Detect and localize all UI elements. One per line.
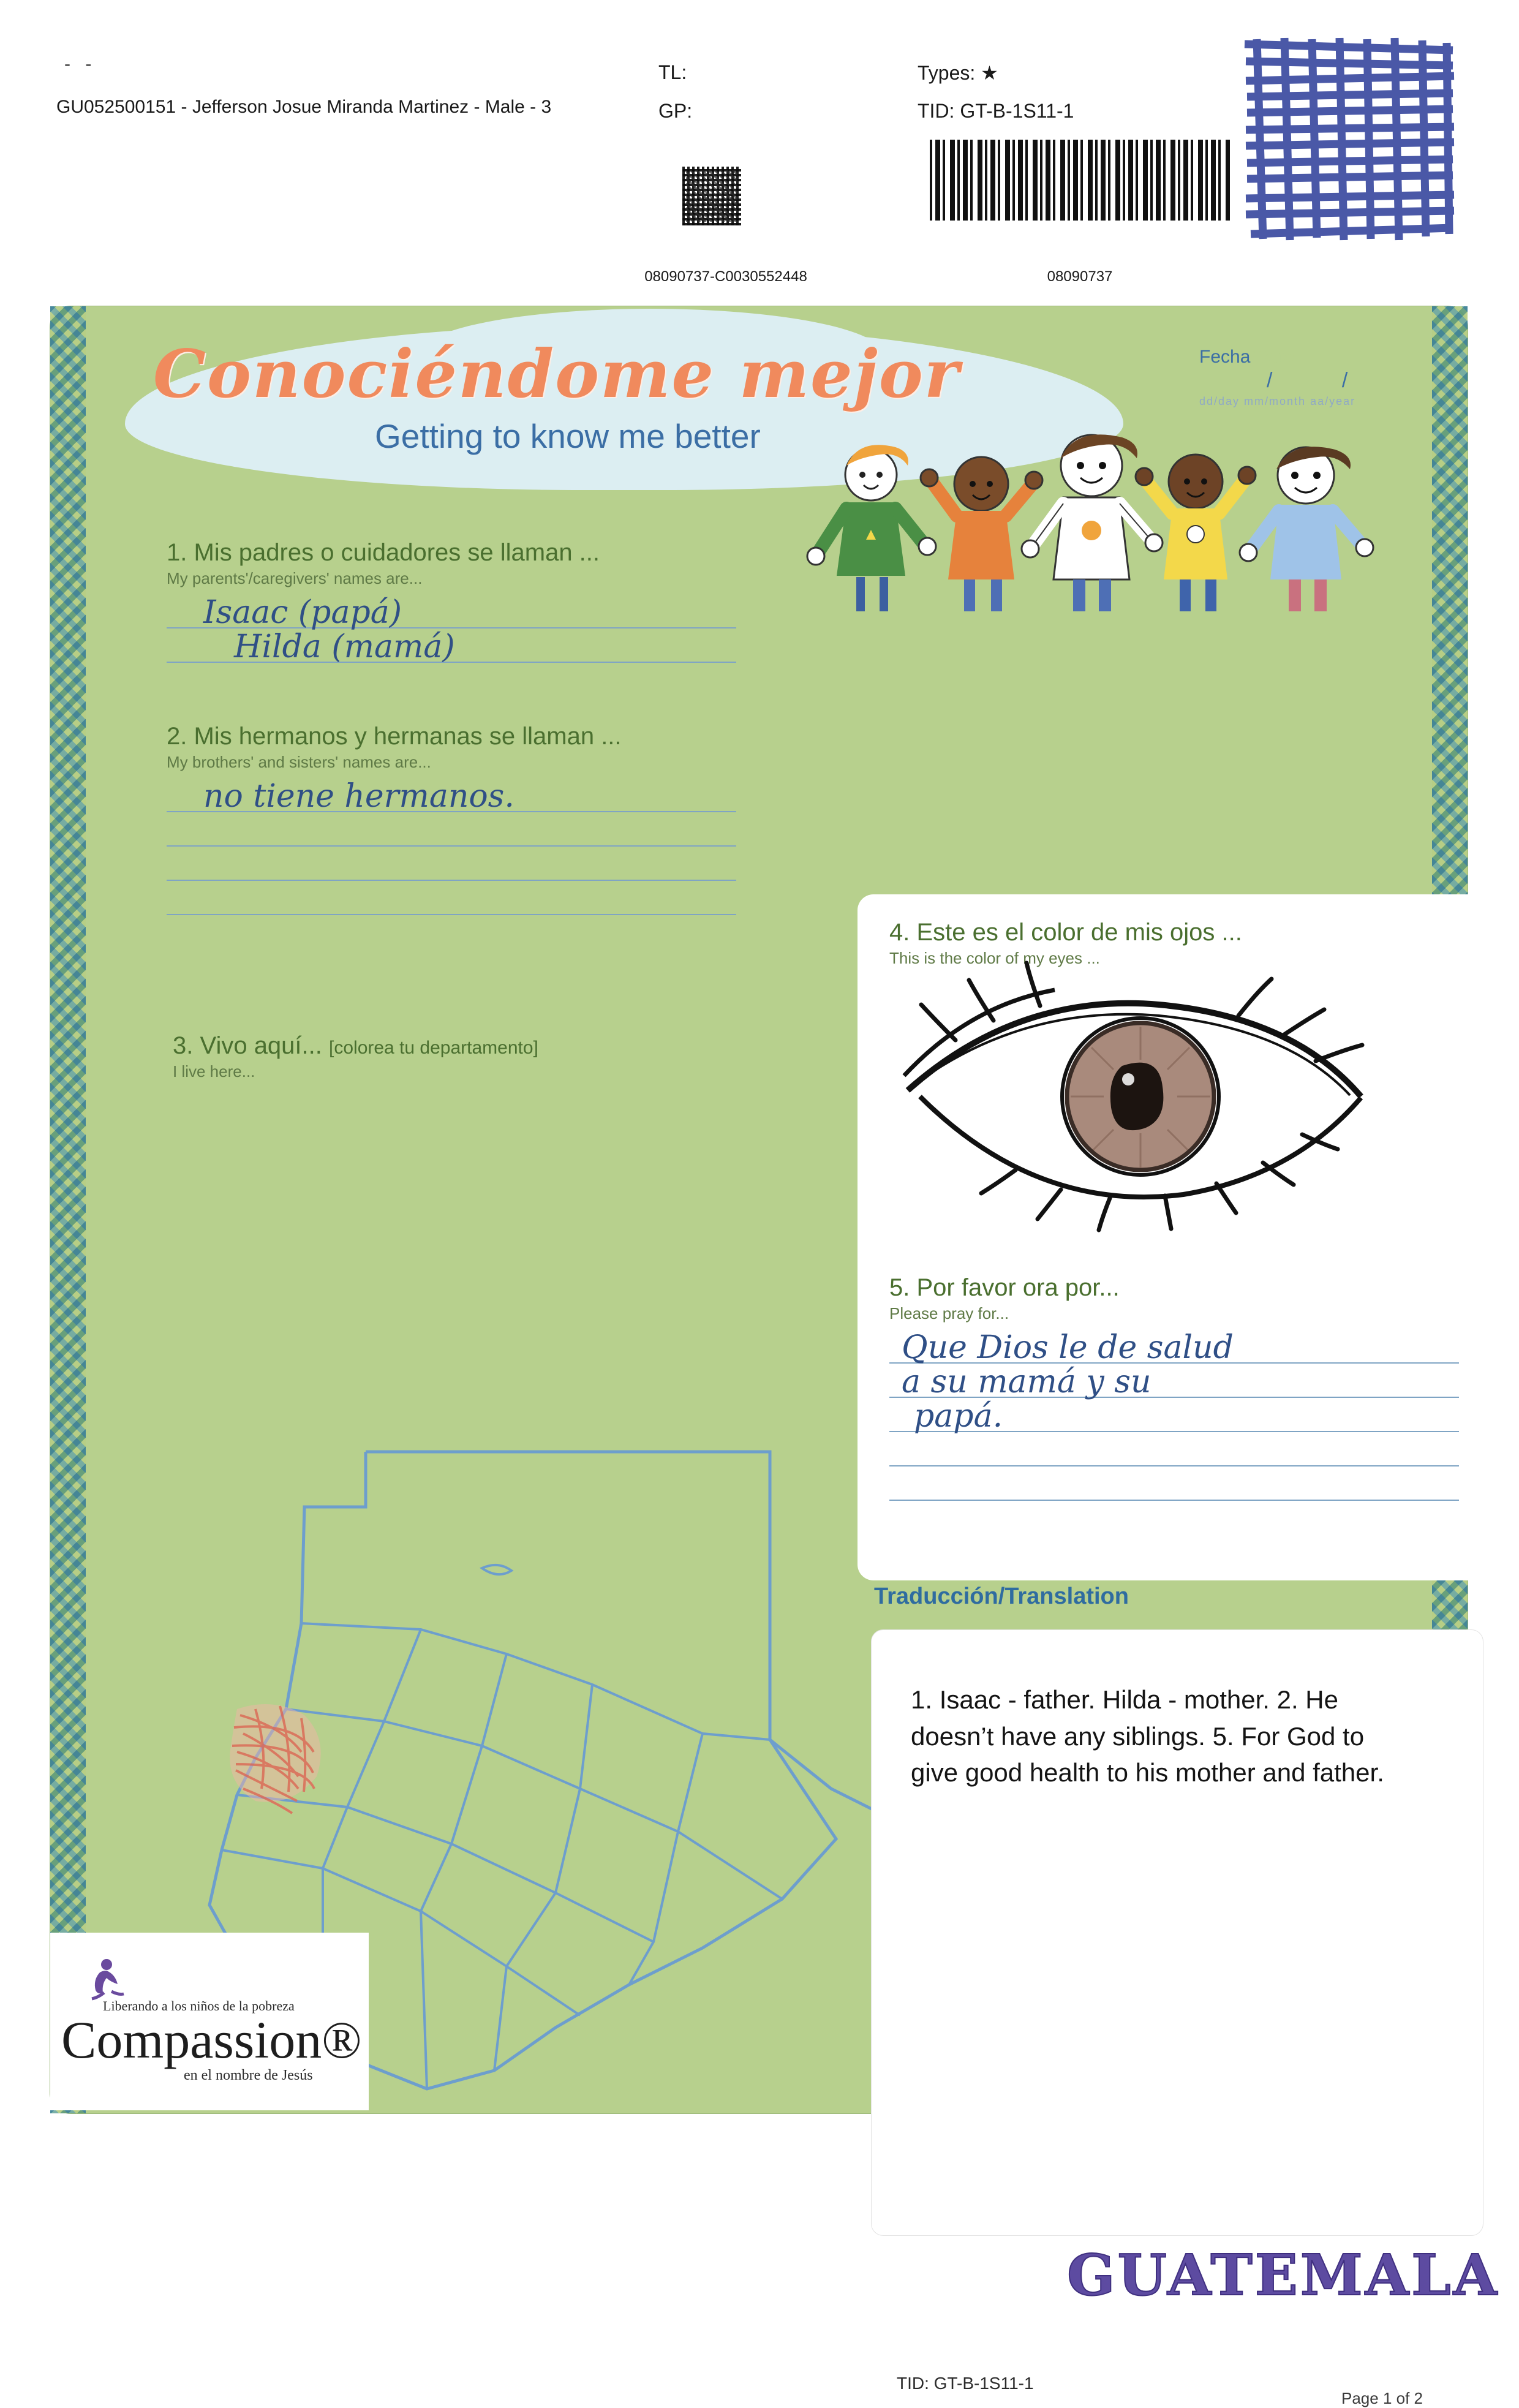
question-1-title-english: My parents'/caregivers' names are... (167, 569, 423, 587)
answer-line[interactable] (889, 1432, 1459, 1466)
question-5-title-spanish: Por favor ora por... (916, 1274, 1120, 1301)
question-3-title-spanish: Vivo aquí... (200, 1032, 322, 1059)
question-3-title-english: I live here... (173, 1062, 255, 1081)
date-label (1199, 347, 1457, 368)
answer-line[interactable] (889, 1466, 1459, 1501)
question-1-number: 1. (167, 539, 187, 566)
question-3-number: 3. (173, 1032, 194, 1059)
question-5-block (889, 1274, 1459, 1501)
gp-label: GP: (658, 100, 693, 122)
tid-label: TID: GT-B-1S11-1 (918, 100, 1074, 122)
qr-code-icon (682, 167, 741, 225)
logo-tagline-top: Liberando a los niños de la pobreza (103, 1998, 295, 2014)
country-name: GUATEMALA (1067, 2242, 1500, 2308)
decorative-border-left (50, 306, 86, 2113)
question-2-title-spanish: Mis hermanos y hermanas se llaman ... (194, 723, 622, 750)
handwritten-answer: papá. (914, 1398, 1003, 1435)
question-2-answer-lines[interactable] (167, 778, 736, 915)
question-1-answer-lines[interactable] (167, 594, 736, 663)
translation-text: 1. Isaac - father. Hilda - mother. 2. He doesn’t have any siblings. 5. For God to give good health to his mother and father. (911, 1685, 1384, 1787)
question-4-number: 4. (889, 919, 910, 946)
ink-scribble-icon (1238, 32, 1464, 247)
handwritten-answer: Hilda (mamá) (234, 628, 455, 665)
handwritten-answer: no tiene hermanos. (203, 778, 514, 815)
answer-line[interactable] (167, 881, 736, 915)
date-slashes: / / (1267, 369, 1380, 392)
answer-line[interactable] (167, 594, 736, 631)
child-id-line: GU052500151 - Jefferson Josue Miranda Martinez - Male - 3 (56, 97, 552, 117)
date-label-english: /Date (1250, 347, 1295, 367)
eye-illustration (895, 968, 1379, 1231)
answer-line[interactable] (889, 1329, 1459, 1364)
document-metadata-strip (0, 0, 1519, 300)
question-2-title (167, 723, 736, 750)
children-illustration (804, 417, 1447, 613)
answer-line[interactable] (889, 1364, 1459, 1398)
page-title-spanish: Conociéndome mejor (153, 336, 960, 413)
date-format-hint: dd/day mm/month aa/year (1199, 395, 1356, 407)
footer-tid: TID: GT-B-1S11-1 (897, 2374, 1034, 2393)
question-4-title-english: This is the color of my eyes ... (889, 949, 1100, 967)
page-title-english: Getting to know me better (375, 417, 761, 455)
qr-caption: 08090737-C0030552448 (644, 268, 807, 285)
logo-name: Compassion® (61, 2010, 362, 2069)
translation-label: Traducción/Translation (874, 1583, 1129, 1609)
question-4-block (889, 919, 1441, 968)
date-field-group[interactable] (1199, 347, 1457, 408)
answer-line[interactable] (167, 628, 736, 663)
metadata-dashes: - - (64, 54, 97, 74)
answer-line[interactable] (167, 847, 736, 881)
question-1-block (167, 539, 736, 663)
date-label-spanish: Fecha (1199, 347, 1251, 367)
question-5-number: 5. (889, 1274, 910, 1301)
handwritten-answer: Que Dios le de salud (902, 1329, 1234, 1366)
question-4-title-spanish: Este es el color de mis ojos ... (916, 919, 1242, 946)
question-1-title (167, 539, 736, 567)
question-2-block (167, 723, 736, 915)
question-3-title-note: [colorea tu departamento] (329, 1038, 538, 1058)
footer-page-number: Page 1 of 2 (1341, 2389, 1423, 2407)
question-3-title (173, 1032, 742, 1060)
question-2-title-english: My brothers' and sisters' names are... (167, 753, 431, 771)
question-3-block (173, 1032, 742, 1081)
barcode-icon (930, 140, 1230, 221)
question-5-answer-lines[interactable] (889, 1329, 1459, 1501)
tl-label: TL: (658, 61, 687, 83)
answer-line[interactable] (167, 812, 736, 847)
question-1-title-spanish: Mis padres o cuidadores se llaman ... (194, 539, 600, 566)
types-label: Types: ★ (918, 62, 998, 84)
answer-line[interactable] (167, 778, 736, 815)
handwritten-answer: Isaac (papá) (203, 594, 402, 631)
question-4-title (889, 919, 1441, 946)
handwritten-answer: a su mamá y su (902, 1364, 1152, 1400)
barcode-caption: 08090737 (1047, 268, 1113, 285)
logo-tagline-bottom: en el nombre de Jesús (184, 2067, 313, 2083)
question-5-title (889, 1274, 1459, 1302)
question-2-number: 2. (167, 723, 187, 750)
child-form-page (50, 306, 1500, 2407)
question-5-title-english: Please pray for... (889, 1304, 1009, 1323)
answer-line[interactable] (889, 1398, 1459, 1435)
